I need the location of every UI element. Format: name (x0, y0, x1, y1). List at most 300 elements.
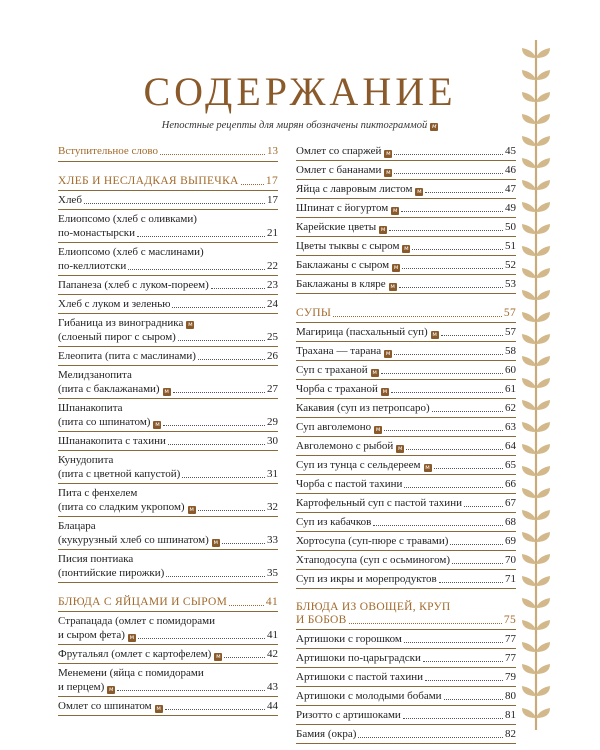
leader-dots (441, 335, 503, 336)
page-number: 26 (267, 350, 278, 362)
wheat-leaf-left (522, 92, 536, 102)
page-number: 60 (505, 364, 516, 376)
toc-entry[interactable] (296, 551, 516, 570)
leader-dots (173, 392, 265, 393)
toc-entry[interactable] (58, 191, 278, 210)
page-number: 81 (505, 709, 516, 721)
toc-entry-title: Хлеб с луком и зеленью (58, 298, 171, 310)
toc-entry-line2-title: (понтийские пирожки) (58, 567, 165, 579)
leader-dots (425, 680, 503, 681)
wheat-leaf-right (536, 246, 550, 256)
leader-dots (412, 249, 503, 250)
wheat-leaf-left (522, 466, 536, 476)
wheat-leaf-right (536, 598, 550, 608)
toc-entry[interactable] (58, 432, 278, 451)
toc-entry-line2-title: (пита с цветной капустой) (58, 468, 181, 480)
section-title-line2-title: И БОБОВ (296, 614, 347, 626)
wheat-leaf-left (522, 48, 536, 58)
toc-entry[interactable] (58, 399, 278, 432)
lent-pictogram-icon: м (189, 506, 194, 513)
toc-entry-line2-title: по-келлиотски (58, 260, 127, 272)
toc-entry-line1 (58, 212, 278, 226)
wheat-leaf-right (536, 356, 550, 366)
wheat-leaf-left (522, 620, 536, 630)
toc-entry-row (296, 258, 516, 272)
toc-entry[interactable] (296, 237, 516, 256)
toc-entry-title: Цветы тыквы с сыром (296, 240, 400, 252)
wheat-leaf-right (536, 290, 550, 300)
wheat-ornament-icon (516, 40, 556, 730)
page-number: 57 (505, 326, 516, 338)
toc-entry[interactable] (296, 725, 516, 744)
toc-entry-line1 (58, 552, 278, 566)
toc-entry-row (296, 325, 516, 339)
toc-entry-line2-row (58, 467, 278, 481)
page-number: 44 (267, 700, 278, 712)
page-number: 63 (505, 421, 516, 433)
toc-entry-row (296, 220, 516, 234)
toc-entry-line2-title: (пита с баклажанами) (58, 383, 160, 395)
toc-entry-title: Омлет с бананами (296, 164, 382, 176)
page-number: 80 (505, 690, 516, 702)
page-number: 43 (267, 681, 278, 693)
lent-pictogram-icon: м (385, 350, 391, 357)
toc-entry-row (296, 632, 516, 646)
page-number: 52 (505, 259, 516, 271)
toc-entry-row (296, 477, 516, 491)
subtitle (0, 120, 600, 131)
toc-entry[interactable] (58, 664, 278, 697)
leader-dots (439, 582, 503, 583)
toc-entry-title: Баклажаны в кляре (296, 278, 386, 290)
wheat-leaf-left (522, 686, 536, 696)
toc-entry[interactable] (296, 161, 516, 180)
leader-dots (389, 230, 503, 231)
page-number: 67 (505, 497, 516, 509)
toc-entry-row (296, 239, 516, 253)
wheat-leaf-left (522, 598, 536, 608)
toc-entry-line2-row (58, 259, 278, 273)
leader-dots (333, 316, 502, 317)
toc-entry-title: Суп из икры и морепродуктов (296, 573, 437, 585)
wheat-leaf-left (522, 136, 536, 146)
page-number: 69 (505, 535, 516, 547)
page-number: 79 (505, 671, 516, 683)
toc-entry-row (296, 572, 516, 586)
lent-pictogram-icon: м (392, 207, 398, 214)
toc-entry-title: Карейские цветы (296, 221, 377, 233)
toc-entry-line2-row (58, 680, 278, 694)
toc-entry-title: Артишоки с горошком (296, 633, 402, 645)
leader-dots (399, 287, 503, 288)
toc-section-header[interactable] (296, 595, 516, 630)
toc-entry[interactable] (296, 142, 516, 161)
page-number: 46 (505, 164, 516, 176)
wheat-leaf-right (536, 466, 550, 476)
toc-entry-line2-title: и сыром фета) (58, 629, 125, 641)
wheat-leaf-right (536, 664, 550, 674)
leader-dots (402, 268, 503, 269)
section-title-title: БЛЮДА С ЯЙЦАМИ И СЫРОМ (58, 596, 228, 608)
wheat-leaf-left (522, 202, 536, 212)
toc-entry[interactable] (58, 314, 278, 347)
toc-entry-row (58, 434, 278, 448)
toc-entry-row (296, 670, 516, 684)
toc-entry-row (296, 344, 516, 358)
toc-entry[interactable] (296, 275, 516, 294)
page-number: 64 (505, 440, 516, 452)
toc-entry[interactable] (296, 342, 516, 361)
lent-pictogram-icon: м (109, 686, 114, 693)
leader-dots (178, 340, 265, 341)
toc-entry-line1 (58, 401, 278, 415)
toc-entry-title: Страпацада (омлет с помидорами (58, 615, 215, 627)
toc-entry-line2-title: по-монастырски (58, 227, 135, 239)
lent-pictogram-icon: м (164, 388, 169, 395)
toc-entry-title: Хортосупа (суп-пюре с травами) (296, 535, 449, 547)
toc-entry-row (58, 647, 278, 661)
wheat-leaf-right (536, 92, 550, 102)
toc-entry[interactable] (296, 199, 516, 218)
wheat-leaf-left (522, 180, 536, 190)
toc-entry-row (296, 515, 516, 529)
page-number: 70 (505, 554, 516, 566)
toc-entry-title: Гибаница из виноградника (58, 317, 184, 329)
toc-entry[interactable] (296, 380, 516, 399)
lent-pictogram-icon: м (417, 188, 422, 195)
page-number: 17 (267, 194, 278, 206)
lent-pictogram-icon: м (380, 226, 386, 233)
toc-entry[interactable] (58, 645, 278, 664)
toc-entry-row (296, 382, 516, 396)
toc-entry-line1 (58, 453, 278, 467)
toc-entry[interactable] (296, 513, 516, 532)
toc-entry-title: Мелидзанопита (58, 369, 132, 381)
toc-entry[interactable] (296, 399, 516, 418)
page-number: 75 (503, 614, 516, 626)
page-number: 62 (505, 402, 516, 414)
toc-entry[interactable] (58, 276, 278, 295)
toc-entry-line1 (58, 486, 278, 500)
leader-dots (404, 487, 503, 488)
toc-entry-line2-row (58, 500, 278, 514)
toc-entry-title: Авголемоно с рыбой (296, 440, 394, 452)
page-number: 77 (505, 652, 516, 664)
toc-entry-line2-title: и перцем) (58, 681, 105, 693)
toc-entry-title: Елиопсомо (хлеб с маслинами) (58, 246, 204, 258)
wheat-leaf-left (522, 510, 536, 520)
toc-entry-title: Суп авголемоно (296, 421, 372, 433)
lent-pictogram-icon: м (431, 123, 437, 130)
toc-entry[interactable] (58, 697, 278, 716)
toc-entry-title: Суп из тунца с сельдереем (296, 459, 421, 471)
subtitle-text: Непостные рецепты для мирян обозначены пиктограммой (161, 120, 428, 131)
lent-pictogram-icon: м (432, 331, 437, 338)
page-number: 65 (505, 459, 516, 471)
wheat-leaf-left (522, 224, 536, 234)
wheat-leaf-right (536, 136, 550, 146)
lent-pictogram-icon: м (397, 445, 403, 452)
lent-pictogram-icon: м (425, 464, 430, 471)
toc-entry-line1 (58, 368, 278, 382)
toc-entry[interactable] (296, 630, 516, 649)
toc-entry[interactable] (58, 295, 278, 314)
toc-entry[interactable] (58, 366, 278, 399)
wheat-leaf-right (536, 642, 550, 652)
page-number: 51 (505, 240, 516, 252)
leader-dots (434, 468, 504, 469)
toc-entry-line2-row (58, 533, 278, 547)
leader-dots (198, 359, 265, 360)
toc-entry-row (296, 727, 516, 741)
wheat-leaf-left (522, 708, 536, 718)
wheat-leaf-left (522, 290, 536, 300)
toc-entry[interactable] (296, 494, 516, 513)
toc-entry-row (296, 163, 516, 177)
leader-dots (168, 444, 265, 445)
toc-entry-title: Хтаподосупа (суп с осьминогом) (296, 554, 451, 566)
leader-dots (198, 510, 265, 511)
toc-intro[interactable] (58, 142, 278, 162)
toc-entry[interactable] (58, 484, 278, 517)
toc-section-header[interactable] (58, 589, 278, 612)
toc-entry-line2-title: (слоеный пирог с сыром) (58, 331, 176, 343)
leader-dots (394, 173, 503, 174)
toc-entry-row (296, 144, 516, 158)
toc-entry-line2-row (58, 382, 278, 396)
toc-entry-line2-row (58, 415, 278, 429)
toc-entry-row (58, 297, 278, 311)
toc-entry-title: Артишоки с молодыми бобами (296, 690, 442, 702)
leader-dots (401, 211, 503, 212)
toc-entry-line1 (58, 519, 278, 533)
toc-entry[interactable] (296, 649, 516, 668)
toc-entry-row (58, 193, 278, 207)
toc-entry-title: Омлет со шпинатом (58, 700, 152, 712)
toc-entry-row (296, 708, 516, 722)
leader-dots (84, 203, 265, 204)
toc-entry[interactable] (296, 437, 516, 456)
toc-entry-title: Чорба с траханой (296, 383, 378, 395)
wheat-leaf-right (536, 268, 550, 278)
toc-entry-line1 (58, 316, 278, 330)
toc-entry[interactable] (296, 256, 516, 275)
toc-entry[interactable] (296, 418, 516, 437)
page-number: 24 (267, 298, 278, 310)
wheat-leaf-left (522, 356, 536, 366)
toc-entry[interactable] (296, 706, 516, 725)
page-number: 41 (265, 596, 278, 608)
toc-entry-title: Папанеза (хлеб с луком-пореем) (58, 279, 209, 291)
toc-entry[interactable] (296, 570, 516, 589)
leader-dots (384, 430, 503, 431)
lent-pictogram-icon: м (393, 264, 399, 271)
wheat-leaf-left (522, 378, 536, 388)
page-number: 32 (267, 501, 278, 513)
section-title-row (58, 595, 278, 609)
toc-entry-title: Суп из кабачков (296, 516, 372, 528)
wheat-leaf-right (536, 444, 550, 454)
page-title: СОДЕРЖАНИЕ (143, 69, 457, 114)
toc-entry[interactable] (296, 323, 516, 342)
page-number: 50 (505, 221, 516, 233)
page-number: 45 (505, 145, 516, 157)
toc-entry-row (58, 699, 278, 713)
lent-pictogram-icon: м (386, 169, 391, 176)
toc-entry[interactable] (58, 243, 278, 276)
leader-dots (406, 449, 503, 450)
toc-entry[interactable] (58, 347, 278, 366)
page-number: 21 (267, 227, 278, 239)
wheat-leaf-left (522, 158, 536, 168)
section-title-line2-row (296, 613, 516, 627)
toc-entry-title: Картофельный суп с пастой тахини (296, 497, 462, 509)
page-number: 42 (267, 648, 278, 660)
toc-entry-row (58, 349, 278, 363)
toc-entry[interactable] (296, 361, 516, 380)
toc-entry[interactable] (58, 210, 278, 243)
toc-entry-line1 (58, 245, 278, 259)
page-number: 53 (505, 278, 516, 290)
leader-dots (172, 307, 265, 308)
toc-entry[interactable] (296, 180, 516, 199)
lent-pictogram-icon: м (216, 653, 221, 660)
toc-entry-title: Артишоки по-царьградски (296, 652, 421, 664)
toc-entry[interactable] (296, 687, 516, 706)
page-number: 41 (267, 629, 278, 641)
lent-pictogram-icon: м (213, 539, 219, 546)
toc-entry-title: Шпанакопита с тахини (58, 435, 166, 447)
wheat-leaf-right (536, 400, 550, 410)
page-number: 71 (505, 573, 516, 585)
page-number: 82 (505, 728, 516, 740)
lent-pictogram-icon: м (375, 426, 381, 433)
page-number: 30 (267, 435, 278, 447)
leader-dots (425, 192, 503, 193)
lent-pictogram-icon: м (188, 321, 193, 328)
toc-entry[interactable] (296, 475, 516, 494)
toc-section-header[interactable] (58, 168, 278, 191)
leader-dots (160, 154, 265, 155)
leader-dots (450, 544, 503, 545)
toc-entry-title: Чорба с пастой тахини (296, 478, 403, 490)
toc-entry-row (296, 458, 516, 472)
lent-pictogram-icon: м (382, 388, 388, 395)
leader-dots (182, 477, 265, 478)
toc-entry-line2-title: (пита со шпинатом) (58, 416, 151, 428)
toc-entry[interactable] (296, 668, 516, 687)
page-number: 27 (267, 383, 278, 395)
leader-dots (373, 525, 503, 526)
lent-pictogram-icon: м (129, 634, 135, 641)
section-title-line1: БЛЮДА ИЗ ОВОЩЕЙ, КРУП (296, 601, 451, 613)
leader-dots (224, 657, 265, 658)
toc-entry-row (296, 689, 516, 703)
page-number: 58 (505, 345, 516, 357)
intro-title: Вступительное слово (58, 145, 158, 157)
toc-entry-row (296, 420, 516, 434)
wheat-leaf-left (522, 268, 536, 278)
toc-entry-title: Елеопита (пита с маслинами) (58, 350, 196, 362)
toc-entry-row (296, 363, 516, 377)
toc-entry[interactable] (296, 456, 516, 475)
page-number: 77 (505, 633, 516, 645)
wheat-leaf-right (536, 312, 550, 322)
page-number: 31 (267, 468, 278, 480)
toc-entry-title: Яйца с лавровым листом (296, 183, 413, 195)
leader-dots (137, 236, 265, 237)
wheat-leaf-right (536, 510, 550, 520)
toc-entry[interactable] (296, 532, 516, 551)
toc-entry-row (296, 277, 516, 291)
toc-entry[interactable] (296, 218, 516, 237)
wheat-leaf-right (536, 620, 550, 630)
wheat-leaf-right (536, 202, 550, 212)
page-number: 35 (267, 567, 278, 579)
leader-dots (391, 392, 503, 393)
page-number: 49 (505, 202, 516, 214)
wheat-leaf-left (522, 554, 536, 564)
leader-dots (444, 699, 503, 700)
toc-entry-row (296, 651, 516, 665)
wheat-leaf-left (522, 642, 536, 652)
page-number: 17 (265, 175, 278, 187)
page-number: 23 (267, 279, 278, 291)
toc-right-column (296, 142, 516, 744)
toc-entry-line2-title: (кукурузный хлеб со шпинатом) (58, 534, 209, 546)
toc-entry-title: Омлет со спаржей (296, 145, 382, 157)
toc-entry-line2-row (58, 566, 278, 580)
leader-dots (229, 605, 264, 606)
toc-entry[interactable] (58, 612, 278, 645)
toc-section-header[interactable] (296, 300, 516, 323)
toc-entry[interactable] (58, 517, 278, 550)
leader-dots (423, 661, 503, 662)
leader-dots (222, 543, 265, 544)
toc-entry-title: Менемени (яйца с помидорами (58, 667, 204, 679)
lent-pictogram-icon: м (156, 705, 161, 712)
toc-entry-title: Елиопсомо (хлеб с оливками) (58, 213, 197, 225)
toc-entry-row (296, 201, 516, 215)
leader-dots (211, 288, 265, 289)
wheat-leaf-right (536, 488, 550, 498)
wheat-leaf-left (522, 70, 536, 80)
leader-dots (358, 737, 503, 738)
toc-entry-title: Магирица (пасхальный суп) (296, 326, 428, 338)
page-number: 33 (267, 534, 278, 546)
toc-entry-line2-title: (пита со сладким укропом) (58, 501, 185, 513)
page-number: 25 (267, 331, 278, 343)
lent-pictogram-icon: м (372, 369, 377, 376)
leader-dots (128, 269, 265, 270)
toc-entry-line2-row (58, 226, 278, 240)
toc-entry-title: Фрутальял (омлет с картофелем) (58, 648, 212, 660)
toc-entry-line2-row (58, 330, 278, 344)
wheat-leaf-left (522, 400, 536, 410)
toc-entry[interactable] (58, 451, 278, 484)
wheat-leaf-left (522, 444, 536, 454)
wheat-leaf-right (536, 158, 550, 168)
toc-entry-line1 (58, 614, 278, 628)
page-number: 13 (267, 145, 278, 157)
toc-entry-line2-row (58, 628, 278, 642)
wheat-leaf-left (522, 488, 536, 498)
wheat-leaf-right (536, 554, 550, 564)
toc-entry[interactable] (58, 550, 278, 583)
wheat-leaf-right (536, 532, 550, 542)
wheat-leaf-left (522, 334, 536, 344)
leader-dots (381, 373, 503, 374)
